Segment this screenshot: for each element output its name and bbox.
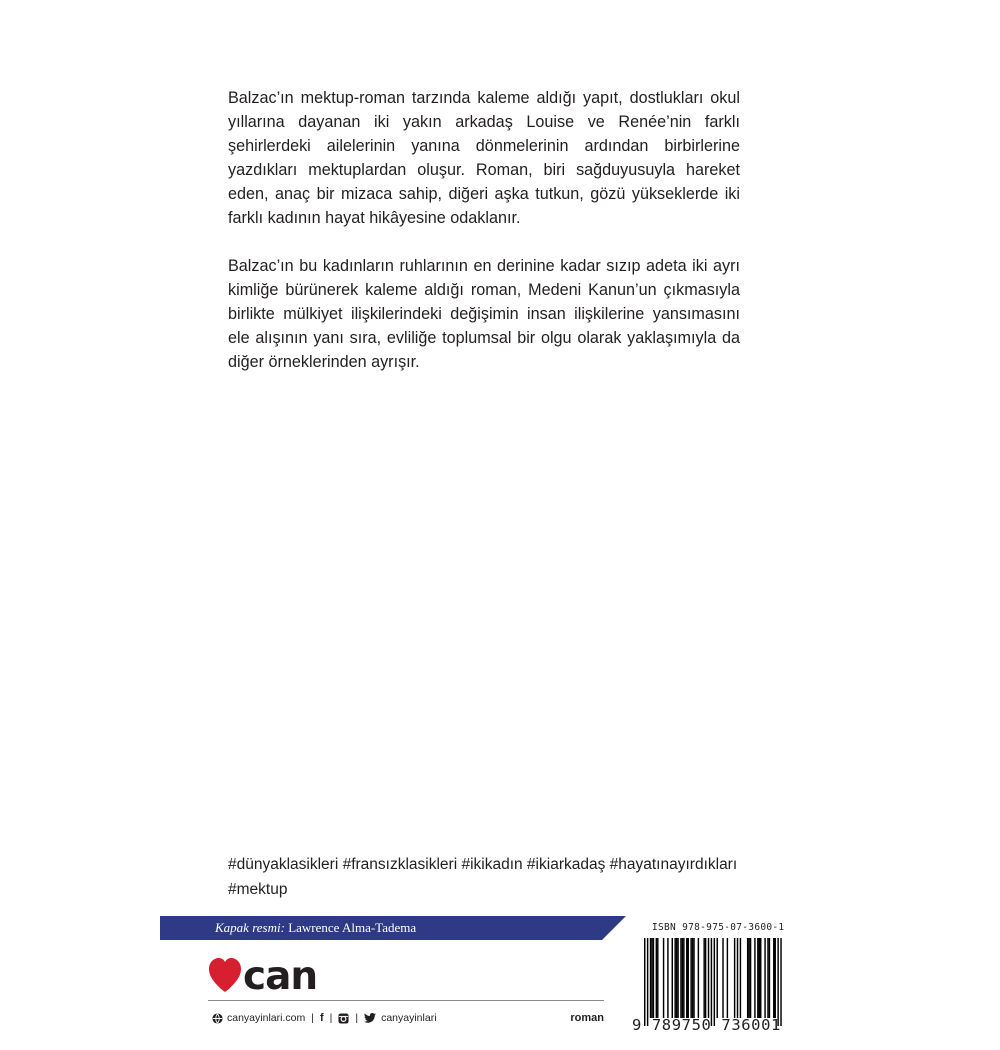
footer-divider (208, 1000, 604, 1001)
barcode-bar (651, 938, 652, 1018)
barcode-bar (680, 938, 681, 1018)
barcode-bar (757, 938, 758, 1018)
heart-icon (209, 958, 241, 992)
publisher-logo (208, 956, 326, 997)
barcode-bar (748, 938, 749, 1018)
barcode-bar (764, 938, 765, 1018)
social-handle[interactable]: canyayinlari (381, 1012, 437, 1024)
blurb-paragraph-1: Balzac’ın mektup-roman tarzında kaleme aldığı yapıt, dostlukları okul yıllarına dayanan iki yakın arkadaş Louise ve Renée’nin farklı şehirlerdeki ailelerinin yanına dönmelerinin ardından birbirlerine yazdıkları mektuplardan oluşur. Roman, biri sağduyusuyla hareket eden, anaç bir mizaca sahip, diğeri aşka tutkun, gözü yükseklerde iki farklı kadının hayat hikâyesine odaklanır. (228, 89, 740, 227)
website-link[interactable]: canyayinlari.com (227, 1012, 306, 1024)
barcode-bar (672, 938, 673, 1018)
separator: | (355, 1012, 359, 1024)
barcode-bar (740, 938, 741, 1018)
back-cover-blurb (228, 86, 740, 398)
barcode-bar (714, 938, 715, 1026)
cover-credit-label: Kapak resmi: (215, 920, 285, 935)
can-logo (208, 956, 326, 992)
barcode-bar (653, 938, 654, 1018)
barcode-bar (734, 938, 735, 1018)
barcode-bar (727, 938, 728, 1018)
barcode-bar (722, 938, 723, 1018)
barcode-bar (656, 938, 657, 1018)
barcode-bar (737, 938, 738, 1018)
barcode-bar (767, 938, 768, 1018)
barcode-bar (747, 938, 748, 1018)
barcode-bar (760, 938, 761, 1018)
barcode-bar (775, 938, 776, 1018)
barcode-bar (717, 938, 718, 1018)
barcode-bar (647, 938, 648, 1026)
barcode-bar (663, 938, 664, 1018)
barcode-bar (683, 938, 684, 1018)
barcode-bar (692, 938, 693, 1018)
barcode-bar (703, 938, 704, 1018)
barcode-bar (686, 938, 687, 1018)
separator: | (311, 1012, 314, 1024)
logo-wordmark: can (243, 956, 318, 992)
hashtags: #dünyaklasikleri #fransızklasikleri #ikikadın #ikiarkadaş #hayatınayırdıkları #mektup (228, 856, 738, 898)
barcode-bar (650, 938, 651, 1018)
barcode-bar (698, 938, 699, 1018)
barcode-bar (708, 938, 709, 1018)
barcode-bar (657, 938, 658, 1018)
twitter-icon[interactable] (364, 1013, 376, 1023)
isbn-label: ISBN 978-975-07-3600-1 (652, 922, 785, 933)
blurb-paragraph-2: Balzac’ın bu kadınların ruhlarının en derinine kadar sızıp adeta iki ayrı kimliğe bürünerek kaleme aldığı roman, Medeni Kanun’un çıkmasıyla birlikte mülkiyet ilişkilerindeki değişimin insan ilişkilerine yansımasını ele alışının yanı sıra, evliliğe toplumsal bir olgu olarak yaklaşımıyla da diğer örneklerinden ayrışır. (228, 257, 740, 371)
facebook-icon[interactable]: f (319, 1012, 324, 1024)
barcode-bar (773, 938, 774, 1018)
barcode-bar (682, 938, 683, 1018)
cover-credit-text (215, 920, 416, 936)
instagram-icon[interactable] (338, 1013, 349, 1024)
separator: | (329, 1012, 333, 1024)
publisher-footer (212, 1010, 604, 1026)
barcode-bar (711, 938, 712, 1026)
barcode-bar (780, 938, 781, 1026)
cover-credit-band (160, 916, 626, 940)
barcode-bar (750, 938, 751, 1018)
barcode-digits: 9 789750 736001 (632, 1016, 781, 1034)
barcode-bar (759, 938, 760, 1018)
barcode-bar (677, 938, 678, 1018)
barcode-bar (777, 938, 778, 1026)
barcode-bar (674, 938, 675, 1018)
barcode-bar (667, 938, 668, 1018)
genre-label: roman (570, 1012, 604, 1024)
barcode-bar (754, 938, 755, 1018)
barcode-bar (690, 938, 691, 1018)
barcode-bar (769, 938, 770, 1018)
cover-artist: Lawrence Alma-Tadema (288, 920, 417, 935)
barcode-bar (676, 938, 677, 1018)
globe-icon (212, 1013, 223, 1024)
barcode-bar (688, 938, 689, 1018)
barcode-bar (693, 938, 694, 1018)
barcode-bar (644, 938, 645, 1026)
barcode-bar (705, 938, 706, 1018)
